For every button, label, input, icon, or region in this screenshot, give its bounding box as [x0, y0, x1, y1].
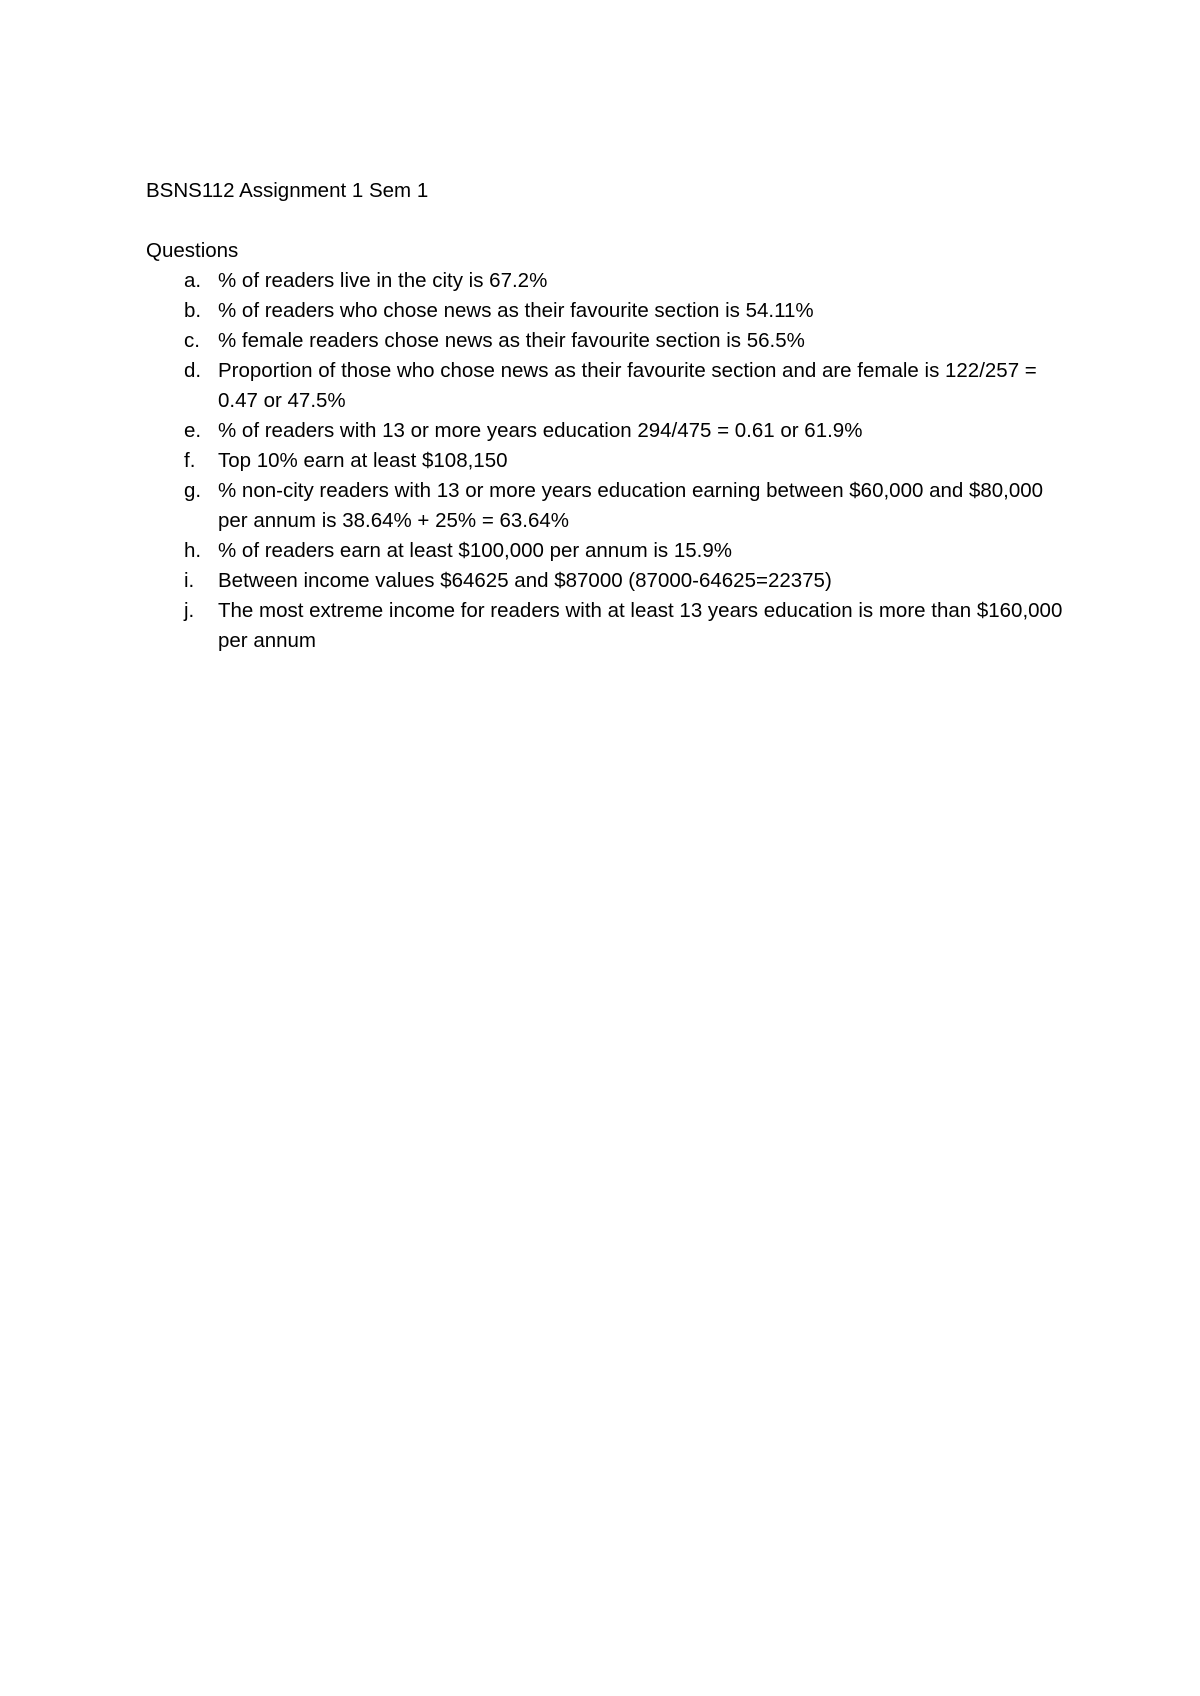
item-text: % of readers with 13 or more years education 294/475 = 0.61 or 61.9%: [218, 419, 863, 442]
item-text: The most extreme income for readers with at least 13 years education is more than $160,000 per annum: [218, 599, 1063, 652]
document-title: BSNS112 Assignment 1 Sem 1: [146, 179, 429, 202]
list-item: [146, 566, 1066, 596]
item-text: Proportion of those who chose news as their favourite section and are female is 122/257 = 0.47 or 47.5%: [218, 359, 1037, 412]
item-text: % of readers live in the city is 67.2%: [218, 269, 548, 292]
item-text: Between income values $64625 and $87000 (87000-64625=22375): [218, 569, 832, 592]
answer-list: [146, 266, 1066, 656]
list-item: [146, 596, 1066, 656]
item-letter: b.: [184, 299, 202, 322]
item-letter: a.: [184, 269, 202, 292]
item-text: % female readers chose news as their favourite section is 56.5%: [218, 329, 805, 352]
list-item: [146, 536, 1066, 566]
item-letter: c.: [184, 329, 200, 352]
list-item: [146, 296, 1066, 326]
item-text: Top 10% earn at least $108,150: [218, 449, 508, 472]
list-item: [146, 326, 1066, 356]
list-item: [146, 356, 1066, 416]
item-letter: d.: [184, 359, 202, 382]
list-item: [146, 476, 1066, 536]
item-letter: i.: [184, 569, 195, 592]
item-letter: f.: [184, 449, 196, 472]
list-item: [146, 446, 1066, 476]
item-text: % of readers earn at least $100,000 per annum is 15.9%: [218, 539, 732, 562]
item-letter: h.: [184, 539, 202, 562]
item-letter: e.: [184, 419, 202, 442]
section-heading: Questions: [146, 239, 239, 262]
item-letter: j.: [184, 599, 195, 622]
document-body: [146, 176, 1066, 656]
list-item: [146, 266, 1066, 296]
item-text: % non-city readers with 13 or more years education earning between $60,000 and $80,000 per annum is 38.64% + 25% = 63.64%: [218, 479, 1044, 532]
item-letter: g.: [184, 479, 202, 502]
item-text: % of readers who chose news as their favourite section is 54.11%: [218, 299, 814, 322]
list-item: [146, 416, 1066, 446]
